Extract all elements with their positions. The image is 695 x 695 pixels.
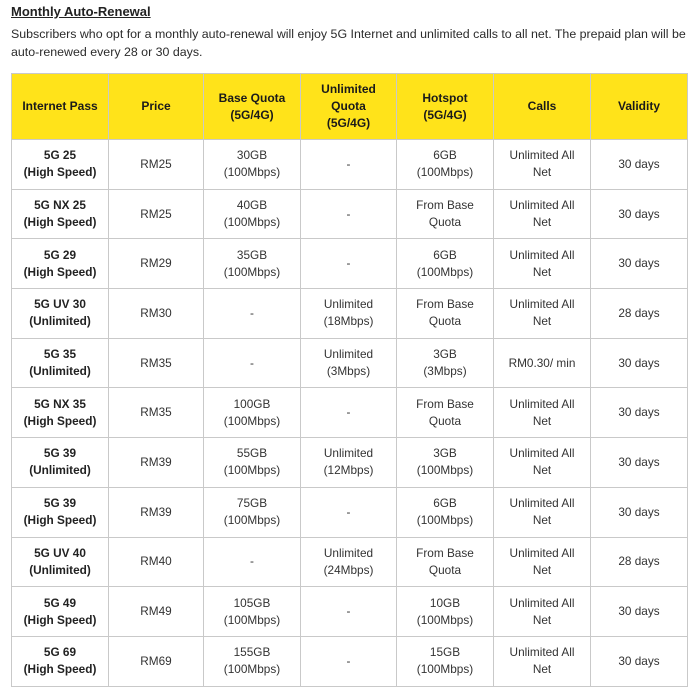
cell-validity	[591, 487, 688, 537]
cell-line: 5G NX 35	[34, 396, 86, 411]
cell-line: 5G 29	[43, 247, 77, 262]
cell-line: 5G 35	[43, 347, 77, 362]
cell-internet-pass	[12, 289, 109, 339]
cell-line: 10GB	[429, 595, 461, 610]
cell-line: (Unlimited)	[29, 463, 91, 478]
cell-internet-pass	[12, 239, 109, 289]
cell-line: (100Mbps)	[223, 215, 281, 230]
cell-hotspot	[397, 438, 494, 488]
cell-validity	[591, 189, 688, 239]
cell-line: -	[346, 405, 351, 420]
table-row	[12, 189, 688, 239]
cell-line: 5G 49	[43, 595, 77, 610]
cell-line: 35GB	[236, 247, 268, 262]
cell-line: Unlimited	[323, 297, 374, 312]
table-row	[12, 537, 688, 587]
cell-calls	[494, 388, 591, 438]
cell-unlimited-quota	[301, 636, 397, 686]
cell-line: (100Mbps)	[223, 463, 281, 478]
cell-line: Unlimited All	[509, 496, 575, 511]
table-row	[12, 487, 688, 537]
cell-validity	[591, 338, 688, 388]
cell-line: Unlimited All	[509, 297, 575, 312]
cell-line: (3Mbps)	[326, 364, 371, 379]
cell-line: From Base	[416, 396, 474, 411]
cell-line: Unlimited All	[509, 247, 575, 262]
table-row	[12, 587, 688, 637]
cell-line: 3GB	[433, 347, 457, 362]
cell-price	[109, 587, 204, 637]
table-row	[12, 338, 688, 388]
cell-line: -	[346, 256, 351, 271]
cell-line: 5G 25	[43, 148, 77, 163]
cell-line: (18Mbps)	[323, 314, 374, 329]
cell-line: 5G NX 25	[34, 198, 86, 213]
cell-base-quota	[204, 140, 301, 190]
cell-unlimited-quota	[301, 140, 397, 190]
cell-line: RM40	[140, 554, 172, 569]
cell-unlimited-quota	[301, 239, 397, 289]
cell-line: Net	[532, 562, 552, 577]
table-row	[12, 636, 688, 686]
cell-unlimited-quota	[301, 438, 397, 488]
cell-line: Net	[532, 215, 552, 230]
cell-line: (High Speed)	[23, 662, 97, 677]
cell-base-quota	[204, 487, 301, 537]
cell-line: (100Mbps)	[223, 612, 281, 627]
cell-line: RM69	[140, 653, 172, 668]
cell-line: 30 days	[618, 256, 660, 271]
cell-line: 6GB	[433, 148, 457, 163]
cell-calls	[494, 338, 591, 388]
cell-base-quota	[204, 388, 301, 438]
cell-internet-pass	[12, 487, 109, 537]
cell-unlimited-quota	[301, 537, 397, 587]
cell-line: Unlimited All	[509, 148, 575, 163]
cell-line: 105GB	[233, 595, 271, 610]
column-header-calls	[494, 74, 591, 140]
column-header-hotspot	[397, 74, 494, 140]
cell-line: 30 days	[618, 604, 660, 619]
cell-line: -	[346, 156, 351, 171]
cell-internet-pass	[12, 388, 109, 438]
cell-line: (High Speed)	[23, 264, 97, 279]
cell-unlimited-quota	[301, 289, 397, 339]
cell-line: 28 days	[618, 305, 660, 320]
cell-line: (Unlimited)	[29, 562, 91, 577]
cell-line: RM0.30/ min	[508, 355, 576, 370]
cell-line: (100Mbps)	[416, 264, 474, 279]
cell-line: 28 days	[618, 554, 660, 569]
table-body	[12, 140, 688, 687]
cell-hotspot	[397, 239, 494, 289]
cell-internet-pass	[12, 537, 109, 587]
cell-calls	[494, 487, 591, 537]
cell-line: Unlimited	[323, 347, 374, 362]
table-row	[12, 140, 688, 190]
cell-line: (High Speed)	[23, 513, 97, 528]
cell-validity	[591, 636, 688, 686]
cell-internet-pass	[12, 338, 109, 388]
header-line: Hotspot	[422, 90, 468, 105]
cell-base-quota	[204, 587, 301, 637]
header-line: Quota	[331, 99, 366, 113]
cell-line: (24Mbps)	[323, 562, 374, 577]
cell-line: Unlimited All	[509, 396, 575, 411]
cell-line: 6GB	[433, 496, 457, 511]
cell-line: (High Speed)	[23, 413, 97, 428]
cell-hotspot	[397, 587, 494, 637]
cell-line: (100Mbps)	[223, 413, 281, 428]
cell-line: 30 days	[618, 405, 660, 420]
cell-line: 30 days	[618, 206, 660, 221]
cell-validity	[591, 537, 688, 587]
cell-line: RM35	[140, 355, 172, 370]
cell-line: Quota	[428, 562, 462, 577]
cell-line: (100Mbps)	[416, 612, 474, 627]
cell-line: 30 days	[618, 156, 660, 171]
cell-line: From Base	[416, 198, 474, 213]
table-row	[12, 289, 688, 339]
header-line: Price	[141, 99, 171, 113]
table-row	[12, 438, 688, 488]
cell-line: -	[346, 653, 351, 668]
column-header-base-quota	[204, 74, 301, 140]
header-line: Base Quota	[218, 90, 286, 105]
column-header-unlimited-quota	[301, 74, 397, 140]
cell-line: 100GB	[233, 396, 271, 411]
cell-price	[109, 636, 204, 686]
cell-unlimited-quota	[301, 189, 397, 239]
cell-price	[109, 239, 204, 289]
cell-line: (12Mbps)	[323, 463, 374, 478]
cell-line: Net	[532, 264, 552, 279]
header-line: Unlimited	[321, 82, 376, 96]
cell-validity	[591, 388, 688, 438]
cell-line: Unlimited All	[509, 545, 575, 560]
cell-hotspot	[397, 636, 494, 686]
cell-line: Net	[532, 413, 552, 428]
cell-line: (100Mbps)	[223, 662, 281, 677]
cell-line: Unlimited	[323, 446, 374, 461]
cell-base-quota	[204, 636, 301, 686]
cell-validity	[591, 587, 688, 637]
cell-line: 5G 39	[43, 446, 77, 461]
cell-internet-pass	[12, 189, 109, 239]
column-header-price	[109, 74, 204, 140]
cell-line: Quota	[428, 215, 462, 230]
header-line: Validity	[617, 99, 661, 113]
plans-table	[11, 73, 688, 687]
cell-line: 3GB	[433, 446, 457, 461]
cell-price	[109, 289, 204, 339]
cell-calls	[494, 438, 591, 488]
cell-line: Unlimited All	[509, 446, 575, 461]
cell-line: Unlimited All	[509, 645, 575, 660]
cell-line: Unlimited	[323, 545, 374, 560]
header-line: Internet Pass	[22, 99, 98, 113]
cell-base-quota	[204, 189, 301, 239]
cell-line: (100Mbps)	[416, 463, 474, 478]
cell-calls	[494, 140, 591, 190]
cell-line: -	[346, 206, 351, 221]
cell-price	[109, 438, 204, 488]
cell-base-quota	[204, 338, 301, 388]
header-line: (5G/4G)	[230, 107, 274, 122]
cell-line: Quota	[428, 413, 462, 428]
header-line: (5G/4G)	[423, 107, 467, 122]
column-header-internet-pass	[12, 74, 109, 140]
cell-line: 40GB	[236, 198, 268, 213]
cell-base-quota	[204, 537, 301, 587]
cell-hotspot	[397, 388, 494, 438]
cell-line: Net	[532, 165, 552, 180]
cell-line: From Base	[416, 297, 474, 312]
cell-line: RM49	[140, 604, 172, 619]
cell-base-quota	[204, 239, 301, 289]
cell-internet-pass	[12, 438, 109, 488]
intro-paragraph: Subscribers who opt for a monthly auto-renewal will enjoy 5G Internet and unlimited calls to all net. The prepaid plan will be auto-renewed every 28 or 30 days.	[11, 27, 686, 59]
cell-line: Unlimited All	[509, 595, 575, 610]
cell-line: 55GB	[236, 446, 268, 461]
cell-line: (High Speed)	[23, 215, 97, 230]
cell-line: (100Mbps)	[416, 165, 474, 180]
cell-line: 30 days	[618, 504, 660, 519]
cell-line: -	[250, 355, 254, 370]
cell-line: (100Mbps)	[416, 513, 474, 528]
cell-internet-pass	[12, 636, 109, 686]
header-line: (5G/4G)	[326, 116, 371, 130]
cell-validity	[591, 438, 688, 488]
cell-base-quota	[204, 438, 301, 488]
cell-line: Unlimited All	[509, 198, 575, 213]
cell-line: 5G 69	[43, 645, 77, 660]
cell-line: Net	[532, 314, 552, 329]
cell-line: 75GB	[236, 496, 268, 511]
cell-calls	[494, 189, 591, 239]
cell-hotspot	[397, 537, 494, 587]
cell-line: -	[250, 305, 254, 320]
cell-line: RM39	[140, 504, 172, 519]
cell-unlimited-quota	[301, 338, 397, 388]
cell-line: 30 days	[618, 355, 660, 370]
cell-line: Net	[532, 612, 552, 627]
cell-price	[109, 140, 204, 190]
cell-internet-pass	[12, 140, 109, 190]
cell-line: Net	[532, 513, 552, 528]
cell-price	[109, 487, 204, 537]
cell-line: Net	[532, 662, 552, 677]
cell-line: 30 days	[618, 653, 660, 668]
cell-line: (100Mbps)	[223, 165, 281, 180]
cell-hotspot	[397, 140, 494, 190]
cell-validity	[591, 289, 688, 339]
cell-line: -	[250, 554, 254, 569]
cell-line: (100Mbps)	[223, 513, 281, 528]
cell-line: 15GB	[429, 645, 461, 660]
cell-hotspot	[397, 487, 494, 537]
cell-line: (Unlimited)	[29, 364, 91, 379]
cell-line: 30 days	[618, 454, 660, 469]
cell-line: (High Speed)	[23, 165, 97, 180]
cell-line: 6GB	[433, 247, 457, 262]
cell-line: -	[346, 604, 351, 619]
cell-validity	[591, 239, 688, 289]
cell-line: RM30	[140, 305, 172, 320]
cell-hotspot	[397, 289, 494, 339]
cell-line: -	[346, 504, 351, 519]
column-header-validity	[591, 74, 688, 140]
cell-line: RM39	[140, 454, 172, 469]
cell-hotspot	[397, 338, 494, 388]
cell-validity	[591, 140, 688, 190]
cell-line: 155GB	[233, 645, 271, 660]
cell-calls	[494, 289, 591, 339]
cell-line: RM35	[140, 405, 172, 420]
cell-price	[109, 388, 204, 438]
cell-unlimited-quota	[301, 388, 397, 438]
cell-internet-pass	[12, 587, 109, 637]
cell-price	[109, 189, 204, 239]
cell-price	[109, 338, 204, 388]
cell-unlimited-quota	[301, 587, 397, 637]
cell-line: (100Mbps)	[223, 264, 281, 279]
cell-hotspot	[397, 189, 494, 239]
cell-line: RM29	[140, 256, 172, 271]
cell-line: (High Speed)	[23, 612, 97, 627]
cell-line: 5G 39	[43, 496, 77, 511]
cell-line: 30GB	[236, 148, 268, 163]
section-heading: Monthly Auto-Renewal	[11, 4, 151, 19]
cell-line: (3Mbps)	[423, 364, 467, 379]
table-row	[12, 388, 688, 438]
header-line: Calls	[527, 99, 557, 113]
cell-calls	[494, 587, 591, 637]
cell-price	[109, 537, 204, 587]
table-header-row	[12, 74, 688, 140]
cell-line: Quota	[428, 314, 462, 329]
cell-line: Net	[532, 463, 552, 478]
cell-line: From Base	[416, 545, 474, 560]
cell-calls	[494, 636, 591, 686]
cell-line: 5G UV 30	[34, 297, 86, 312]
table-row	[12, 239, 688, 289]
cell-line: (100Mbps)	[416, 662, 474, 677]
cell-unlimited-quota	[301, 487, 397, 537]
cell-line: RM25	[140, 206, 172, 221]
cell-line: (Unlimited)	[29, 314, 91, 329]
cell-base-quota	[204, 289, 301, 339]
cell-line: 5G UV 40	[34, 545, 86, 560]
cell-calls	[494, 239, 591, 289]
cell-line: RM25	[140, 156, 172, 171]
cell-calls	[494, 537, 591, 587]
